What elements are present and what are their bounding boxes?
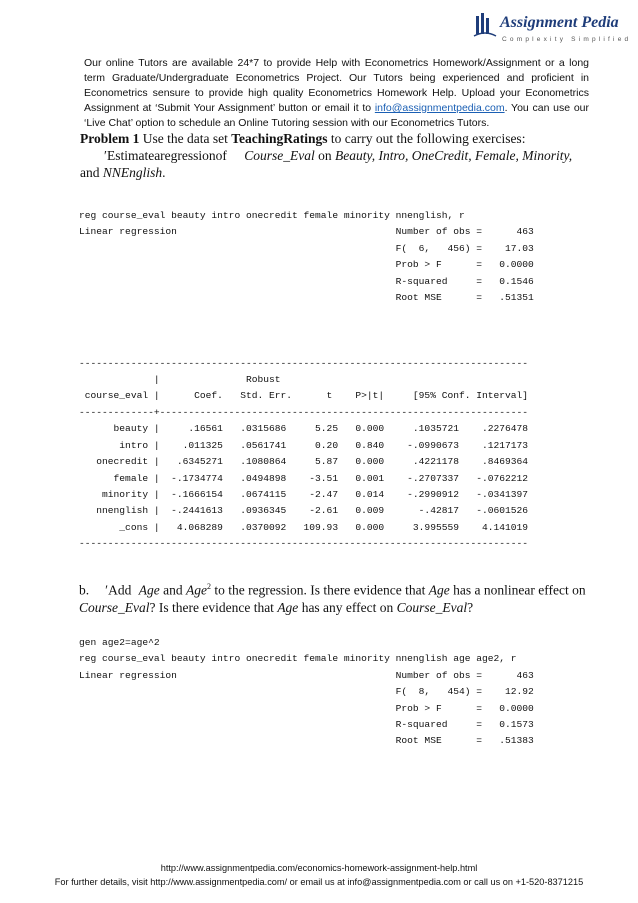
part-b-text: and <box>163 582 183 598</box>
output-line: ------------------------------------------------------------------------------ <box>79 538 529 550</box>
part-b-text: has a nonlinear effect on <box>453 582 586 598</box>
var-age: Age <box>138 582 160 598</box>
output-line: intro | .011325 .0561741 0.20 0.840 -.0990673 .1217173 <box>79 439 529 451</box>
problem-text: and <box>80 165 100 180</box>
output-line: minority | -.1666154 .0674115 -2.47 0.014 -.2990912 -.0341397 <box>79 488 529 500</box>
output-line: _cons | 4.068289 .0370092 109.93 0.000 3.995559 4.141019 <box>79 521 529 533</box>
var-age: Age <box>277 599 299 615</box>
logo-name: Assignment Pedia <box>500 14 619 31</box>
var-age2: Age <box>185 582 207 598</box>
problem-label: Problem 1 <box>80 131 140 146</box>
output-line: Linear regression Number of obs = 463 <box>79 226 534 238</box>
output-line: Root MSE = .51351 <box>79 292 534 304</box>
superscript: 2 <box>206 582 211 591</box>
output-line: ------------------------------------------------------------------------------ <box>79 357 529 369</box>
part-b-text: to the regression. Is there evidence that <box>214 582 426 598</box>
var-course-eval: Course_Eval <box>79 599 150 615</box>
dependent-variable: Course_Eval <box>244 148 315 163</box>
stata-output-2 <box>79 635 534 750</box>
output-line <box>79 323 534 339</box>
output-line: beauty | .16561 .0315686 5.25 0.000 .1035721 .2276478 <box>79 423 529 435</box>
output-line: course_eval | Coef. Std. Err. t P>|t| [95% Conf. Interval] <box>79 390 529 402</box>
output-line <box>79 306 534 322</box>
logo-mark-icon <box>472 10 498 40</box>
output-line: R-squared = 0.1573 <box>79 719 534 731</box>
footer-url[interactable]: http://www.assignmentpedia.com/economics-homework-assignment-help.html <box>160 863 478 873</box>
regressor-list: Beauty, Intro, OneCredit, Female, Minority, <box>335 148 573 163</box>
problem-text: . <box>162 165 166 180</box>
dataset-name: TeachingRatings <box>231 131 328 146</box>
output-line: Root MSE = .51383 <box>79 735 534 747</box>
problem-text: ′Estimatearegressionof <box>104 148 227 163</box>
output-line: R-squared = 0.1546 <box>79 275 534 287</box>
problem-text: Use the data set <box>142 131 228 146</box>
var-age: Age <box>428 582 450 598</box>
part-b-text: ′Add <box>105 582 132 598</box>
footer-contact: For further details, visit http://www.assignmentpedia.com/ or email us at info@assignmentpedia.com or call us on +1-520-8371215 <box>54 877 584 887</box>
part-b-statement <box>79 578 599 616</box>
output-line <box>79 339 534 355</box>
output-line: Linear regression Number of obs = 463 <box>79 669 534 681</box>
output-line: F( 6, 456) = 17.03 <box>79 242 534 254</box>
output-line: reg course_eval beauty intro onecredit female minority nnenglish, r <box>79 210 465 221</box>
problem-text: on <box>318 148 332 163</box>
stata-output-1 <box>79 208 534 553</box>
part-b-text: has any effect on <box>301 599 394 615</box>
output-line: gen age2=age^2 <box>79 637 160 648</box>
intro-text-end: . You can use our ‘Live Chat’ option to schedule an Online Tutoring session with our Econometrics Tutors. <box>84 102 589 129</box>
output-line: Prob > F = 0.0000 <box>79 259 534 271</box>
var-course-eval: Course_Eval <box>396 599 468 615</box>
intro-paragraph <box>84 56 589 131</box>
part-b-label: b. <box>79 582 90 598</box>
output-line: F( 8, 454) = 12.92 <box>79 686 534 698</box>
regressor-last: NNEnglish <box>102 165 163 180</box>
intro-text: Our online Tutors are available 24*7 to provide Help with Econometrics Homework/Assignment or a long term Graduate/Undergraduate Econometrics Project. Our Tutors being experienced and proficient in Econometrics sensure to provide high quality Econometrics Homework Help. Upload your Econometrics Assignment at ‘Submit Your Assignment’ button or email it to <box>84 57 589 114</box>
brand-logo <box>472 8 632 60</box>
output-line: reg course_eval beauty intro onecredit female minority nnenglish age age2, r <box>79 653 517 665</box>
output-line: nnenglish | -.2441613 .0936345 -2.61 0.009 -.42817 -.0601526 <box>79 505 529 517</box>
part-b-text: ? Is there evidence that <box>149 599 274 615</box>
output-line: female | -.1734774 .0494898 -3.51 0.001 -.2707337 -.0762212 <box>79 472 529 484</box>
logo-tagline: Complexity Simplified <box>502 36 632 43</box>
output-line: onecredit | .6345271 .1080864 5.87 0.000 .4221178 .8469364 <box>79 456 529 468</box>
email-link[interactable]: info@assignmentpedia.com <box>374 102 505 114</box>
output-line: Prob > F = 0.0000 <box>79 702 534 714</box>
problem-statement <box>80 130 600 181</box>
output-line: -------------+---------------------------------------------------------------- <box>79 406 529 418</box>
problem-text: to carry out the following exercises: <box>330 131 526 146</box>
output-line: | Robust <box>79 374 281 386</box>
part-b-text: ? <box>467 599 474 615</box>
